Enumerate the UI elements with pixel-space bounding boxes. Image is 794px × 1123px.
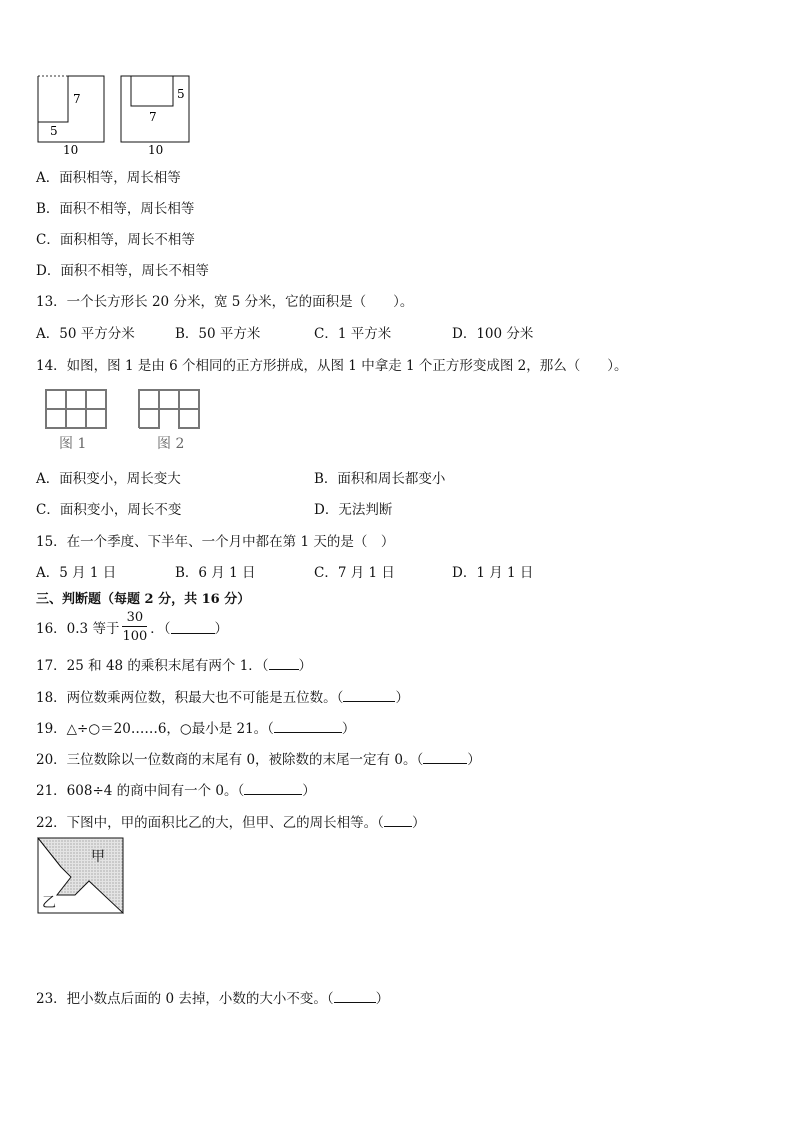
q17-text: 17．25 和 48 的乘积末尾有两个 1．（ — [36, 658, 269, 674]
q18-close: ） — [395, 690, 409, 706]
q16-suffix: ．（ — [150, 621, 171, 637]
q23-text: 23．把小数点后面的 0 去掉，小数的大小不变。（ — [36, 991, 334, 1007]
q14-option-b[interactable]: B．面积和周长都变小 — [314, 471, 446, 487]
q13-option-c[interactable]: C．1 平方米 — [314, 326, 392, 342]
q15-stem: 15．在一个季度、下半年、一个月中都在第 1 天的是（ ） — [36, 534, 395, 550]
q12-right-shape — [121, 76, 189, 157]
q19-answer-blank[interactable] — [274, 720, 342, 733]
q19-close: ） — [341, 721, 356, 737]
q14-option-a[interactable]: A．面积变小，周长变大 — [36, 471, 181, 487]
q18-answer-blank[interactable] — [343, 689, 395, 702]
q15-option-b[interactable]: B．6 月 1 日 — [175, 565, 256, 581]
q23-question — [36, 987, 389, 1007]
section-3-title: 三、判断题（每题 2 分，共 16 分） — [36, 592, 251, 607]
q16-question — [36, 607, 228, 647]
q13-stem: 13．一个长方形长 20 分米，宽 5 分米，它的面积是（ ）。 — [36, 294, 414, 310]
q15-option-d[interactable]: D．1 月 1 日 — [452, 565, 534, 581]
q16-answer-blank[interactable] — [171, 621, 215, 634]
q22-label-jia: 甲 — [91, 849, 105, 865]
q16-close: ） — [214, 621, 229, 637]
q17-question — [36, 654, 312, 674]
q14-figure-2 — [139, 390, 199, 428]
q14-figure-1 — [46, 390, 106, 428]
q12-right-label-h: 7 — [149, 110, 157, 124]
q13-option-d[interactable]: D．100 分米 — [452, 326, 534, 342]
q16-fraction-numerator: 30 — [122, 611, 147, 627]
q22-label-yi: 乙 — [42, 895, 56, 911]
q12-option-c[interactable]: C．面积相等，周长不相等 — [36, 232, 195, 248]
q12-option-d[interactable]: D．面积不相等，周长不相等 — [36, 263, 209, 279]
q12-left-shape — [38, 76, 104, 157]
q22-answer-blank[interactable] — [384, 814, 412, 827]
q12-right-label-w: 10 — [148, 143, 164, 157]
q17-close: ） — [298, 658, 313, 674]
q20-question — [36, 748, 481, 768]
q23-answer-blank[interactable] — [334, 990, 376, 1003]
q14-figures — [44, 388, 204, 454]
q14-option-d[interactable]: D．无法判断 — [314, 502, 393, 518]
q22-question — [36, 811, 425, 831]
q12-option-a[interactable]: A．面积相等，周长相等 — [36, 170, 181, 186]
q13-option-b[interactable]: B．50 平方米 — [175, 326, 261, 342]
q14-figure-1-label: 图 1 — [59, 436, 87, 452]
q16-fraction — [122, 611, 147, 643]
q22-text: 22．下图中，甲的面积比乙的大，但甲、乙的周长相等。（ — [36, 815, 384, 831]
q14-stem: 14．如图，图 1 是由 6 个相同的正方形拼成，从图 1 中拿走 1 个正方形变成图 2，那么（ ）。 — [36, 358, 628, 374]
q19-text: 19．△÷○＝20……6，○最小是 21。（ — [36, 721, 274, 737]
q12-right-label-small: 5 — [177, 87, 185, 101]
q15-option-a[interactable]: A．5 月 1 日 — [36, 565, 117, 581]
q12-figure — [36, 74, 206, 158]
q16-fraction-denominator: 100 — [122, 629, 148, 644]
q16-prefix: 16．0.3 等于 — [36, 621, 120, 637]
q20-answer-blank[interactable] — [423, 751, 467, 764]
q22-figure — [37, 837, 127, 917]
q21-question — [36, 779, 316, 799]
q20-close: ） — [467, 752, 481, 768]
q17-answer-blank[interactable] — [269, 657, 299, 670]
q12-left-label-h: 7 — [73, 92, 81, 106]
q14-figure-2-label: 图 2 — [157, 436, 185, 452]
q21-answer-blank[interactable] — [244, 782, 302, 795]
q21-text: 21．608÷4 的商中间有一个 0。（ — [36, 783, 245, 799]
q15-option-c[interactable]: C．7 月 1 日 — [314, 565, 395, 581]
q21-close: ） — [302, 783, 316, 799]
q23-close: ） — [375, 991, 390, 1007]
q14-option-c[interactable]: C．面积变小，周长不变 — [36, 502, 182, 518]
q20-text: 20．三位数除以一位数商的末尾有 0，被除数的末尾一定有 0。（ — [36, 752, 424, 768]
q12-left-label-small: 5 — [50, 124, 58, 138]
q18-text: 18．两位数乘两位数，积最大也不可能是五位数。（ — [36, 690, 344, 706]
q12-left-label-w: 10 — [63, 143, 79, 157]
q22-close: ） — [411, 815, 426, 831]
q18-question — [36, 686, 409, 706]
q13-option-a[interactable]: A．50 平方分米 — [36, 326, 135, 342]
q12-option-b[interactable]: B．面积不相等，周长相等 — [36, 201, 195, 217]
q19-question — [36, 717, 355, 737]
